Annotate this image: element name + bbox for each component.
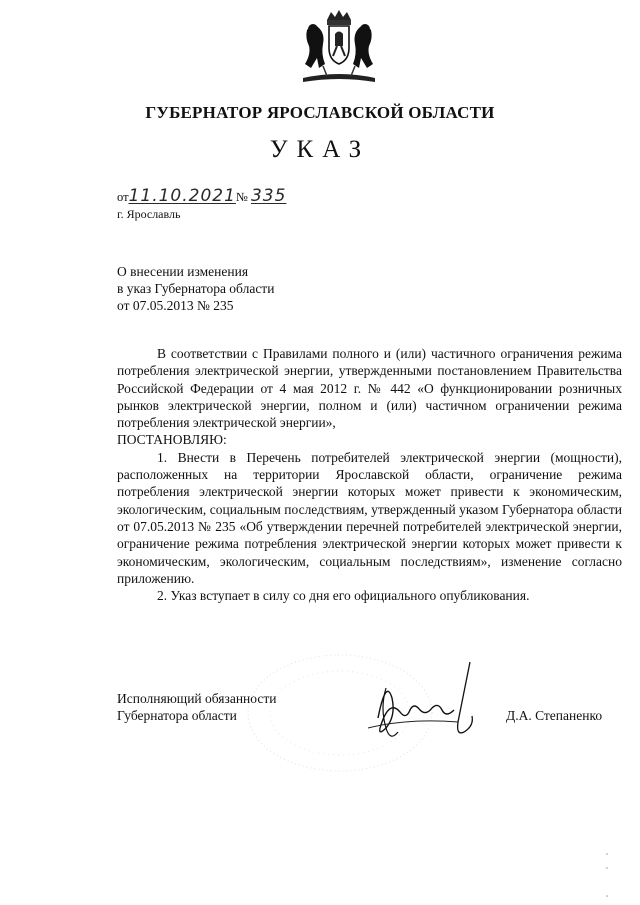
position-line: Исполняющий обязанности [117, 691, 277, 706]
decree-word: ПОСТАНОВЛЯЮ: [117, 432, 227, 448]
subject-line: от 07.05.2013 № 235 [117, 298, 234, 313]
date-number-line [117, 186, 286, 206]
signer-name: Д.А. Степаненко [506, 708, 603, 723]
issue-city: г. Ярославль [117, 207, 181, 221]
date-prefix: от [117, 190, 129, 204]
coat-of-arms-icon [293, 8, 385, 88]
document-type: УКАЗ [269, 136, 371, 163]
handwritten-signature-icon [358, 658, 508, 748]
item-2-paragraph: 2. Указ вступает в силу со дня его официального опубликования. [157, 588, 530, 604]
edge-mark [604, 850, 610, 900]
subject-block [117, 263, 274, 314]
issuer-title: ГУБЕРНАТОР ЯРОСЛАВСКОЙ ОБЛАСТИ [145, 103, 495, 122]
decree-body [117, 345, 622, 604]
signature-position [117, 690, 276, 724]
position-line: Губернатора области [117, 708, 237, 723]
number-prefix: № [235, 190, 248, 204]
subject-line: О внесении изменения [117, 264, 249, 279]
subject-line: в указ Губернатора области [117, 281, 275, 296]
preamble-paragraph: В соответствии с Правилами полного и (или) частичного ограничения режима потребления электрической энергии, утвержденными постановлением Правительства Российской Федерации от 4 мая 2012 г. № 442 «О функционировании розничных рынков электрической энергии, полном и (или) частичном ограничении режима потребления электрической энергии», [117, 346, 622, 431]
item-1-paragraph: 1. Внести в Перечень потребителей электрической энергии (мощности), расположенных на территории Ярославской области, ограничение режима потребления электрической энергии которых может привести к экономическим, экологическим, социальным последствиям, утвержденный указом Губернатора области от 07.05.2013 № 235 «Об утверждении перечней потребителей электрической энергии, ограничение режима потребления электрической энергии которых может привести к экономическим, экологическим, социальным последствиям», изменение согласно приложению. [117, 449, 622, 586]
decree-number: 335 [250, 186, 287, 206]
issue-date: 11.10.2021 [128, 186, 236, 206]
